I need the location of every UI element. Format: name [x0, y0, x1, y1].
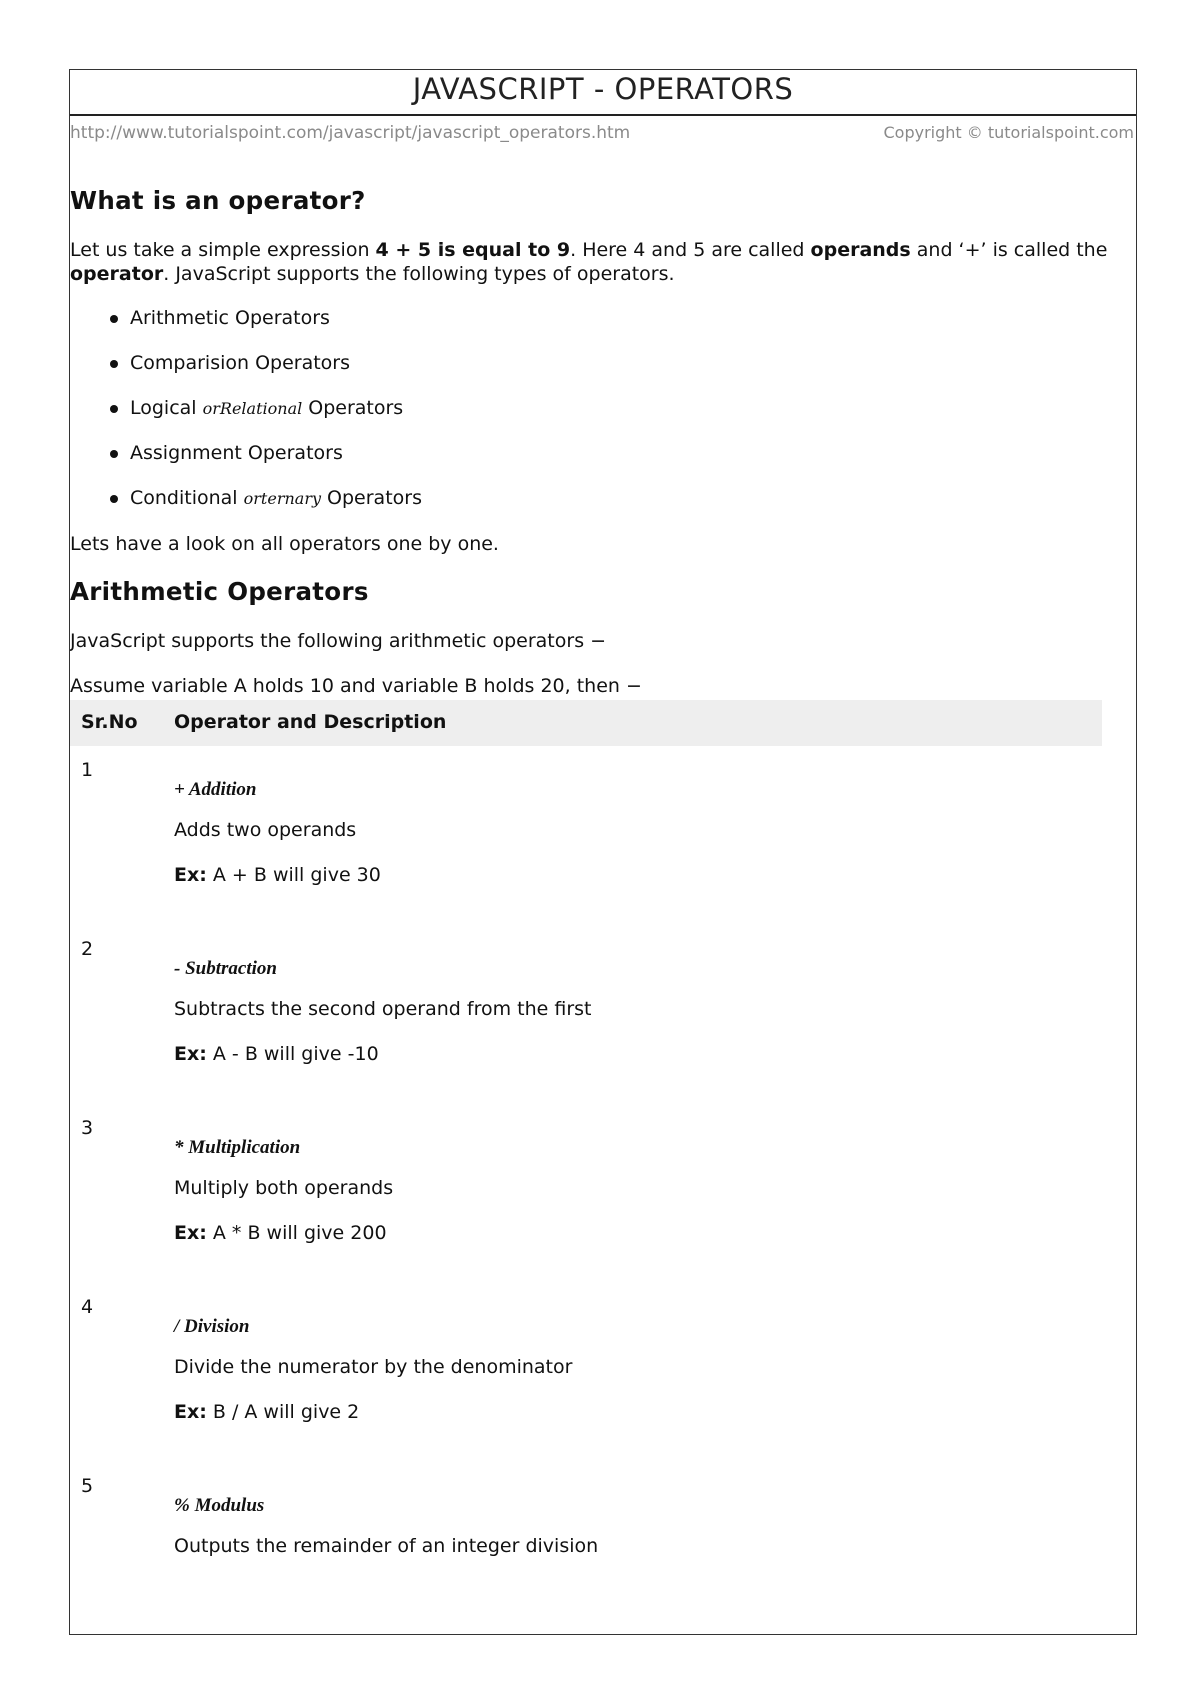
intro-operator: operator	[70, 263, 164, 285]
operator-name: / Division	[174, 1316, 250, 1337]
example-label: Ex:	[174, 864, 207, 886]
operator-example	[174, 1043, 379, 1065]
list-item	[130, 396, 1136, 441]
arithmetic-intro: JavaScript supports the following arithmetic operators −	[70, 630, 607, 652]
list-item-text: Logical	[130, 397, 203, 419]
operator-example	[174, 1401, 359, 1423]
list-item-text: Conditional	[130, 487, 244, 509]
table-row	[70, 1104, 1102, 1283]
operator-types-list	[70, 306, 1136, 531]
intro-text-3: and ‘+’ is called the	[910, 239, 1108, 261]
list-item-text-suffix: Operators	[302, 397, 404, 419]
intro-operands: operands	[810, 239, 911, 261]
list-item	[130, 441, 1136, 486]
operator-description: Divide the numerator by the denominator	[174, 1356, 573, 1378]
row-number: 5	[81, 1475, 94, 1497]
list-item-italic-note: orternary	[243, 489, 321, 508]
example-text: A * B will give 200	[206, 1222, 387, 1244]
section-heading-what-is-operator: What is an operator?	[70, 186, 366, 215]
operator-example	[174, 1222, 387, 1244]
example-label: Ex:	[174, 1043, 207, 1065]
list-item	[130, 486, 1136, 531]
table-row	[70, 925, 1102, 1104]
row-number: 2	[81, 938, 94, 960]
operators-table	[70, 700, 1102, 1635]
operator-description: Multiply both operands	[174, 1177, 394, 1199]
example-label: Ex:	[174, 1222, 207, 1244]
row-number: 4	[81, 1296, 94, 1318]
table-row	[70, 1462, 1102, 1635]
list-item	[130, 351, 1136, 396]
copyright-notice: Copyright © tutorialspoint.com	[883, 123, 1134, 142]
operator-description: Outputs the remainder of an integer division	[174, 1535, 599, 1557]
example-label: Ex:	[174, 1401, 207, 1423]
column-header-description: Operator and Description	[174, 711, 447, 733]
intro-paragraph	[70, 238, 1136, 286]
table-header-row	[70, 700, 1102, 746]
operator-name: + Addition	[174, 779, 257, 800]
list-item-text: Assignment Operators	[130, 442, 343, 464]
list-item	[130, 306, 1136, 351]
intro-text-1: Let us take a simple expression	[70, 239, 376, 261]
column-header-srno: Sr.No	[81, 711, 138, 733]
page-frame	[69, 69, 1137, 1635]
operator-name: % Modulus	[174, 1495, 265, 1516]
example-text: B / A will give 2	[206, 1401, 360, 1423]
source-url[interactable]: http://www.tutorialspoint.com/javascript/javascript_operators.htm	[70, 123, 631, 143]
operator-name: * Multiplication	[174, 1137, 301, 1158]
intro-text-2: . Here 4 and 5 are called	[570, 239, 811, 261]
main-content	[70, 186, 1136, 698]
intro-text-4: . JavaScript supports the following types of operators.	[163, 263, 675, 285]
table-row	[70, 1283, 1102, 1462]
operator-description: Subtracts the second operand from the first	[174, 998, 592, 1020]
outro-paragraph: Lets have a look on all operators one by one.	[70, 533, 499, 555]
list-item-text: Comparision Operators	[130, 352, 351, 374]
section-heading-arithmetic: Arithmetic Operators	[70, 577, 369, 606]
title-divider	[70, 114, 1136, 116]
example-text: A - B will give -10	[206, 1043, 379, 1065]
row-number: 3	[81, 1117, 94, 1139]
page-title: JAVASCRIPT - OPERATORS	[412, 72, 794, 106]
operator-name: - Subtraction	[174, 958, 277, 979]
list-item-italic-note: orRelational	[202, 399, 303, 418]
operator-description: Adds two operands	[174, 819, 357, 841]
table-row	[70, 746, 1102, 925]
row-number: 1	[81, 759, 94, 781]
list-item-text-suffix: Operators	[321, 487, 422, 509]
arithmetic-assumption: Assume variable A holds 10 and variable B holds 20, then −	[70, 675, 642, 697]
example-text: A + B will give 30	[206, 864, 381, 886]
operator-example	[174, 864, 381, 886]
intro-expression: 4 + 5 is equal to 9	[375, 239, 571, 261]
list-item-text: Arithmetic Operators	[130, 307, 330, 329]
